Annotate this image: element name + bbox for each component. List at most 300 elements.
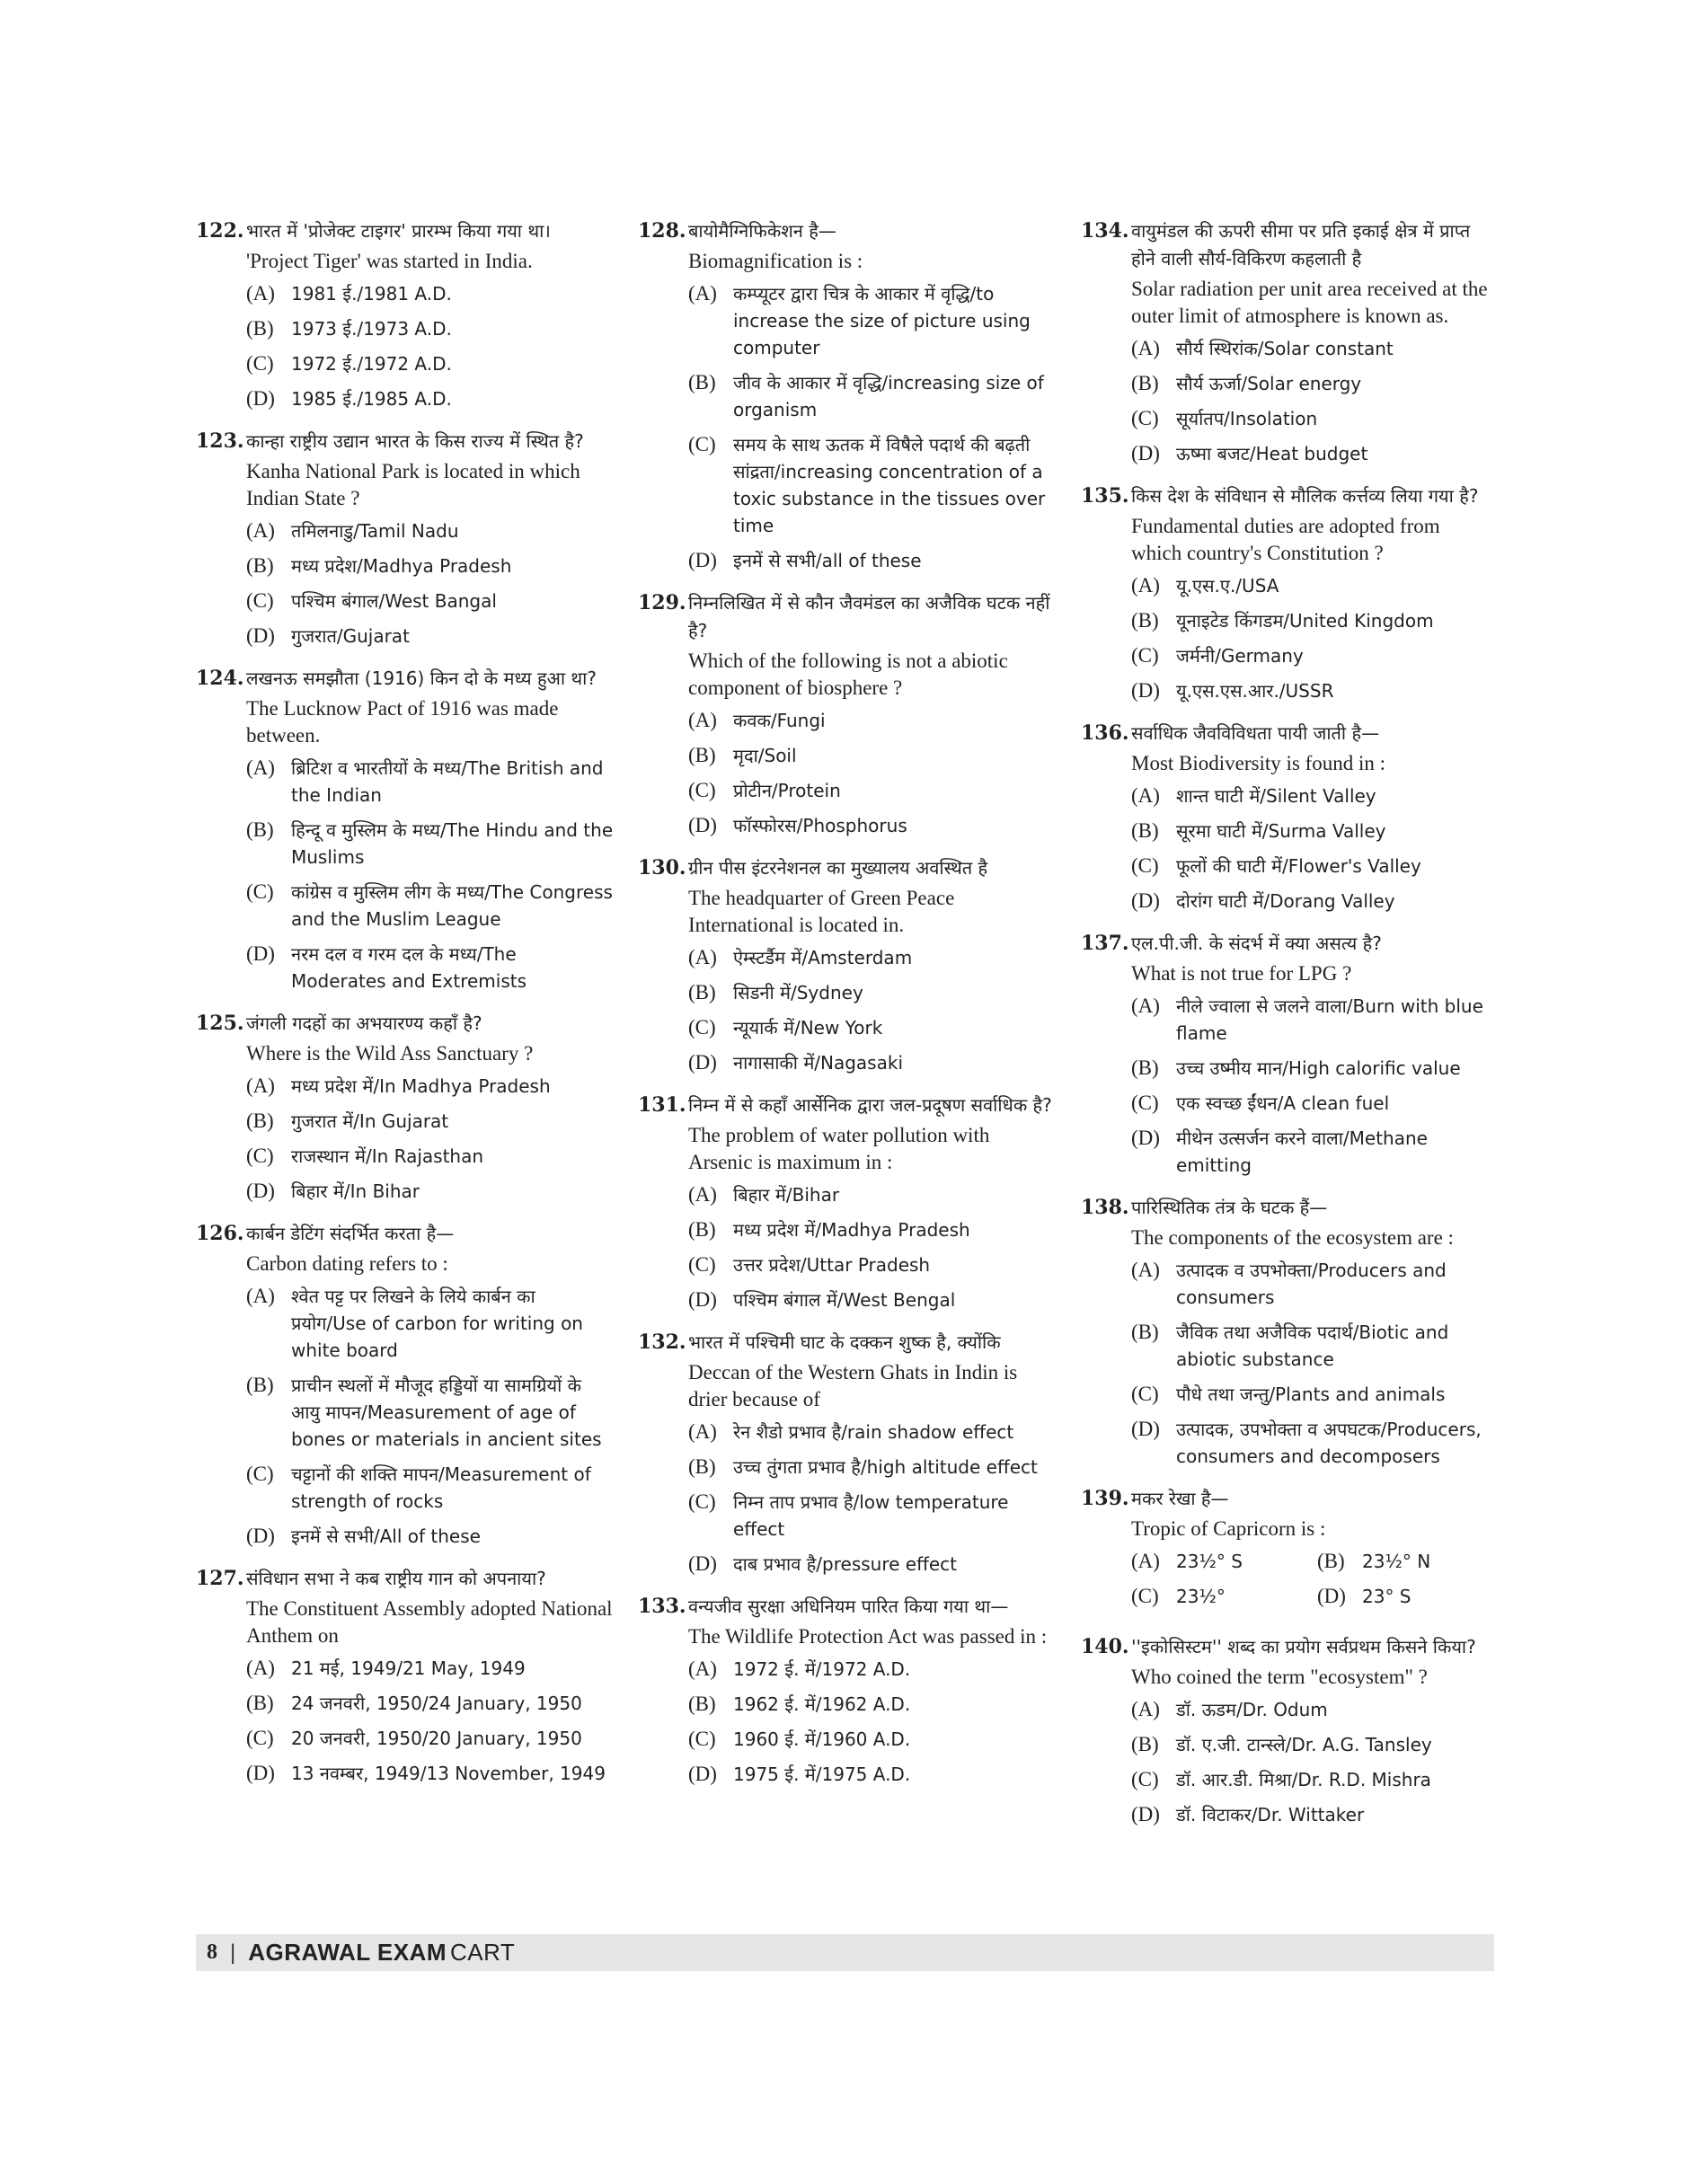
question-text-hindi: मकर रेखा है— [1131,1488,1229,1509]
question-text-english: The headquarter of Green Peace International is located in. [688,887,955,936]
option-item [246,1655,614,1682]
option-label: (A) [688,1658,717,1680]
option-text: जैविक तथा अजैविक पदार्थ/Biotic and abiotic substance [1176,1322,1449,1370]
question-text-hindi: बायोमैग्निफिकेशन है— [688,220,836,242]
option-label: (C) [1131,1092,1159,1114]
question-header [196,665,614,749]
option-item [688,1489,1056,1543]
option-text: 24 जनवरी, 1950/24 January, 1950 [291,1693,582,1714]
option-label: (C) [1131,644,1159,667]
question-header [638,217,1056,275]
option-text: डॉ. आर.डी. मिश्रा/Dr. R.D. Mishra [1176,1769,1431,1790]
question-number: 128. [638,219,686,243]
option-label: (B) [246,1374,274,1396]
question-number: 130. [638,856,686,880]
question-header [196,1010,614,1067]
question-text-english: Kanha National Park is located in which Indian State ? [246,460,580,509]
question-text [246,1565,614,1649]
option-item [1131,1548,1308,1575]
option-item [688,1049,1056,1076]
question-text-hindi: संविधान सभा ने कब राष्ट्रीय गान को अपनाया? [246,1568,546,1589]
question-block [638,589,1056,839]
question-text [688,854,1056,939]
question-text [246,217,614,275]
question-block [196,665,614,995]
option-text: पौधे तथा जन्तु/Plants and animals [1176,1383,1446,1405]
option-text: यूनाइटेड किंगडम/United Kingdom [1176,610,1434,632]
option-label: (B) [1131,609,1159,632]
option-text: 13 नवम्बर, 1949/13 November, 1949 [291,1763,606,1784]
column-3 [1081,217,1494,1843]
question-header [638,1092,1056,1176]
option-item [1131,370,1494,397]
option-item [688,431,1056,539]
option-item [1131,1416,1494,1470]
question-number: 132. [638,1330,686,1354]
option-label: (B) [1131,372,1159,394]
option-text: 1973 ई./1973 A.D. [291,318,452,340]
options-list [246,1073,614,1205]
option-item [688,944,1056,971]
question-header [638,854,1056,939]
options-list [1131,1257,1494,1470]
option-label: (A) [1131,1259,1160,1281]
question-number: 127. [196,1567,244,1590]
option-text: 1981 ई./1981 A.D. [291,283,452,305]
option-item [688,979,1056,1006]
option-text: मीथेन उत्सर्जन करने वाला/Methane emitting [1176,1127,1428,1176]
option-label: (A) [1131,1698,1160,1720]
page-footer [196,1934,1494,1971]
option-item [246,1461,614,1515]
question-number: 125. [196,1012,244,1035]
option-label: (C) [1131,407,1159,429]
option-label: (D) [688,1051,717,1074]
question-block [196,217,614,412]
question-number: 134. [1081,219,1129,243]
option-label: (D) [688,1288,717,1311]
option-item [1131,1731,1494,1758]
brand-logo-text: AGRAWAL EXAM [248,1939,447,1966]
option-text: नीले ज्वाला से जलने वाला/Burn with blue flame [1176,995,1483,1044]
option-label: (B) [246,1692,274,1714]
option-label: (D) [1131,889,1160,912]
option-text: 23½° N [1362,1551,1431,1572]
option-text: कांग्रेस व मुस्लिम लीग के मध्य/The Congress and the Muslim League [291,881,613,930]
question-number: 131. [638,1093,686,1117]
brand-logo-text-light: CART [450,1939,516,1966]
option-label: (C) [688,779,716,801]
options-list [688,280,1056,574]
option-text: मृदा/Soil [733,745,797,766]
option-item [1131,1801,1494,1828]
column-2 [638,217,1056,1803]
question-header [638,1329,1056,1413]
option-label: (D) [688,1763,717,1785]
option-text: ऐम्स्टर्डैम में/Amsterdam [733,947,913,968]
question-text-english: What is not true for LPG ? [1131,962,1352,985]
option-label: (B) [246,554,274,577]
question-text-english: The components of the ecosystem are : [1131,1226,1454,1249]
question-text-hindi: वायुमंडल की ऊपरी सीमा पर प्रति इकाई क्षेत्र में प्राप्त होने वाली सौर्य-विकिरण कहलाती है [1131,220,1471,270]
question-header [1081,217,1494,330]
options-list [1131,1548,1494,1618]
option-label: (D) [246,1180,275,1202]
option-item [246,1372,614,1453]
option-label: (B) [688,1693,716,1715]
question-text [1131,1485,1494,1543]
option-item [246,879,614,933]
options-list [688,1181,1056,1313]
question-header [196,217,614,275]
option-item [1131,818,1494,844]
option-label: (C) [1131,854,1159,877]
option-text: श्वेत पट्ट पर लिखने के लिये कार्बन का प्रयोग/Use of carbon for writing on white board [291,1286,583,1361]
option-label: (A) [246,1285,275,1307]
option-text: उत्पादक व उपभोक्ता/Producers and consumers [1176,1260,1447,1308]
option-text: मध्य प्रदेश/Madhya Pradesh [291,555,512,577]
option-label: (C) [688,1016,716,1039]
option-item [688,1251,1056,1278]
option-label: (C) [246,589,274,612]
option-text: कवक/Fungi [733,710,826,731]
option-item [1317,1548,1494,1575]
question-number: 135. [1081,484,1129,508]
option-label: (D) [246,387,275,410]
option-text: जर्मनी/Germany [1176,645,1304,667]
option-item [688,742,1056,769]
option-text: पश्चिम बंगाल/West Bangal [291,590,497,612]
option-text: सूर्यातप/Insolation [1176,408,1318,429]
option-text: ब्रिटिश व भारतीयों के मध्य/The British and the Indian [291,757,604,806]
option-item [1131,1055,1494,1082]
option-label: (D) [246,624,275,647]
option-text: बिहार में/In Bihar [291,1180,420,1202]
options-list [1131,335,1494,467]
question-block [638,854,1056,1076]
option-text: प्रोटीन/Protein [733,780,841,801]
question-text-hindi: पारिस्थितिक तंत्र के घटक हैं— [1131,1197,1328,1218]
question-text [1131,720,1494,777]
option-text: डॉ. ए.जी. टान्स्ले/Dr. A.G. Tansley [1176,1734,1432,1755]
question-number: 137. [1081,932,1129,955]
option-text: न्यूयार्क में/New York [733,1017,883,1039]
option-text: उच्च तुंगता प्रभाव है/high altitude effect [733,1456,1038,1478]
question-text [1131,482,1494,567]
option-text: डॉ. ऊडम/Dr. Odum [1176,1699,1328,1720]
option-item [1131,782,1494,809]
option-label: (D) [1131,1418,1160,1440]
option-label: (B) [1131,1321,1159,1343]
option-label: (D) [688,814,717,836]
option-label: (D) [1131,679,1160,702]
question-text-hindi: सर्वाधिक जैवविविधता पायी जाती है— [1131,722,1380,744]
option-label: (A) [246,1074,275,1097]
option-label: (D) [1317,1585,1346,1607]
question-text-english: Who coined the term "ecosystem" ? [1131,1666,1428,1688]
question-block [638,1329,1056,1578]
option-item [688,1656,1056,1683]
question-text [246,428,614,512]
question-block [1081,930,1494,1179]
option-item [688,1216,1056,1243]
question-text-english: The Wildlife Protection Act was passed in : [688,1625,1048,1648]
option-item [1131,335,1494,362]
question-text [1131,217,1494,330]
option-item [688,1014,1056,1041]
option-label: (B) [688,371,716,393]
option-text: दोरांग घाटी में/Dorang Valley [1176,890,1395,912]
options-list [688,1656,1056,1788]
option-label: (C) [688,1728,716,1750]
question-text-hindi: ''इकोसिस्टम'' शब्द का प्रयोग सर्वप्रथम किसने किया? [1131,1636,1476,1658]
option-item [1131,405,1494,432]
option-label: (B) [1131,1056,1159,1079]
option-item [688,812,1056,839]
option-label: (D) [688,549,717,571]
option-text: यू.एस.ए./USA [1176,575,1279,597]
options-list [688,944,1056,1076]
option-item [246,817,614,871]
option-item [246,623,614,650]
question-number: 123. [196,429,244,453]
question-block [1081,1633,1494,1828]
question-header [638,1593,1056,1650]
option-item [1131,440,1494,467]
question-text-hindi: निम्न में से कहाँ आर्सेनिक द्वारा जल-प्रदूषण सर्वाधिक है? [688,1094,1052,1116]
question-number: 129. [638,591,686,614]
option-item [246,385,614,412]
option-label: (C) [1131,1383,1159,1405]
question-text-english: Biomagnification is : [688,250,863,272]
option-item [688,777,1056,804]
question-text-english: Which of the following is not a abiotic component of biosphere ? [688,650,1008,699]
option-item [688,1419,1056,1445]
question-block [196,1010,614,1205]
question-text [688,1092,1056,1176]
question-block [196,428,614,650]
option-text: उत्पादक, उपभोक्ता व अपघटक/Producers, consumers and decomposers [1176,1419,1482,1467]
question-header [1081,930,1494,987]
option-label: (B) [688,1455,716,1478]
options-list [1131,1696,1494,1828]
option-item [688,1691,1056,1718]
option-text: यू.एस.एस.आर./USSR [1176,680,1334,702]
option-item [688,1551,1056,1578]
option-text: 1972 ई. में/1972 A.D. [733,1658,911,1680]
question-number: 126. [196,1222,244,1245]
question-block [1081,720,1494,915]
question-text-english: Tropic of Capricorn is : [1131,1517,1326,1540]
option-text: चट्टानों की शक्ति मापन/Measurement of strength of rocks [291,1463,591,1512]
option-item [246,1760,614,1787]
option-label: (D) [246,1525,275,1547]
option-text: सौर्य स्थिरांक/Solar constant [1176,338,1394,359]
option-text: शान्त घाटी में/Silent Valley [1176,785,1376,807]
option-text: हिन्दू व मुस्लिम के मध्य/The Hindu and the Muslims [291,819,614,868]
option-label: (C) [246,352,274,375]
options-list [246,1283,614,1550]
option-text: इनमें से सभी/all of these [733,550,922,571]
option-item [1131,1257,1494,1311]
option-item [1131,1696,1494,1723]
options-list [1131,782,1494,915]
question-block [1081,1194,1494,1470]
option-text: 23° S [1362,1586,1412,1607]
option-label: (D) [688,1552,717,1575]
option-item [1131,677,1494,704]
option-text: निम्न ताप प्रभाव है/low temperature effect [733,1491,1009,1540]
question-text [1131,1194,1494,1251]
option-label: (C) [246,1727,274,1749]
option-label: (B) [246,317,274,340]
option-label: (C) [246,1145,274,1167]
option-label: (A) [246,282,275,305]
option-label: (C) [246,1463,274,1485]
option-text: नरम दल व गरम दल के मध्य/The Moderates and Extremists [291,943,527,992]
question-text [1131,1633,1494,1691]
option-label: (B) [688,1218,716,1241]
question-text [246,1010,614,1067]
option-item [246,1108,614,1135]
option-item [1131,993,1494,1047]
question-block [638,1593,1056,1788]
question-text-hindi: निम्नलिखित में से कौन जैवमंडल का अजैविक घटक नहीं है? [688,592,1050,641]
option-text: उत्तर प्रदेश/Uttar Pradesh [733,1254,931,1276]
question-number: 139. [1081,1487,1129,1510]
option-label: (B) [688,744,716,766]
question-text-hindi: भारत में पश्चिमी घाट के दक्कन शुष्क है, क्योंकि [688,1331,1001,1353]
option-label: (A) [1131,1550,1160,1572]
option-text: मध्य प्रदेश में/In Madhya Pradesh [291,1075,551,1097]
option-label: (A) [246,756,275,779]
question-text-hindi: लखनऊ समझौता (1916) किन दो के मध्य हुआ था? [246,667,597,689]
question-header [196,1220,614,1277]
option-item [1131,888,1494,915]
question-text-hindi: कार्बन डेटिंग संदर्भित करता है— [246,1223,455,1244]
question-text [688,217,1056,275]
option-text: एक स्वच्छ ईंधन/A clean fuel [1176,1092,1390,1114]
option-label: (D) [1131,1803,1160,1825]
question-text-english: Most Biodiversity is found in : [1131,752,1386,774]
option-text: रेन शैडो प्रभाव है/rain shadow effect [733,1421,1014,1443]
option-item [246,755,614,809]
options-list [246,1655,614,1787]
option-label: (A) [1131,574,1160,597]
option-text: कम्प्यूटर द्वारा चित्र के आकार में वृद्धि/to increase the size of picture using computer [733,283,1031,358]
option-label: (D) [1131,442,1160,464]
option-item [246,280,614,307]
question-text-hindi: भारत में 'प्रोजेक्ट टाइगर' प्रारम्भ किया गया था। [246,220,551,242]
question-text-hindi: एल.पी.जी. के संदर्भ में क्या असत्य है? [1131,933,1382,954]
option-text: राजस्थान में/In Rajasthan [291,1145,484,1167]
question-block [638,1092,1056,1313]
option-item [246,1725,614,1752]
option-label: (A) [688,946,717,968]
option-item [1131,1125,1494,1179]
option-text: बिहार में/Bihar [733,1184,840,1206]
option-text: पश्चिम बंगाल में/West Bengal [733,1289,956,1311]
option-text: 21 मई, 1949/21 May, 1949 [291,1658,526,1679]
question-header [1081,1194,1494,1251]
question-block [1081,482,1494,704]
option-label: (B) [688,981,716,1003]
question-header [1081,720,1494,777]
question-text-english: The problem of water pollution with Arsenic is maximum in : [688,1124,990,1173]
option-item [246,315,614,342]
option-item [246,1143,614,1170]
option-label: (A) [1131,337,1160,359]
question-text [246,665,614,749]
option-item [688,1761,1056,1788]
question-number: 138. [1081,1196,1129,1219]
option-item [688,547,1056,574]
option-text: जीव के आकार में वृद्धि/increasing size of organism [733,372,1044,420]
option-text: सूरमा घाटी में/Surma Valley [1176,820,1386,842]
question-block [1081,1485,1494,1618]
option-item [1131,853,1494,880]
option-label: (A) [688,709,717,731]
question-block [196,1565,614,1787]
option-text: ऊष्मा बजट/Heat budget [1176,443,1368,464]
option-label: (A) [1131,995,1160,1017]
option-item [1131,607,1494,634]
options-list [1131,572,1494,704]
option-item [246,588,614,614]
option-text: मध्य प्रदेश में/Madhya Pradesh [733,1219,970,1241]
options-list [246,517,614,650]
option-text: 20 जनवरी, 1950/20 January, 1950 [291,1728,582,1749]
question-text-english: Fundamental duties are adopted from which country's Constitution ? [1131,515,1440,564]
option-item [1131,1319,1494,1373]
option-label: (B) [1131,819,1159,842]
question-text-hindi: ग्रीन पीस इंटरनेशनल का मुख्यालय अवस्थित है [688,857,988,879]
option-item [688,1454,1056,1481]
option-label: (A) [1131,784,1160,807]
question-header [1081,1633,1494,1691]
option-text: 1962 ई. में/1962 A.D. [733,1693,911,1715]
option-item [246,1523,614,1550]
option-text: गुजरात/Gujarat [291,625,410,647]
column-1 [196,217,614,1802]
option-label: (D) [246,1762,275,1784]
question-block [196,1220,614,1550]
option-text: फूलों की घाटी में/Flower's Valley [1176,855,1421,877]
question-text-hindi: कान्हा राष्ट्रीय उद्यान भारत के किस राज्य में स्थित है? [246,430,584,452]
option-item [1131,642,1494,669]
option-label: (A) [688,1420,717,1443]
option-item [1131,1583,1308,1610]
option-item [1131,1381,1494,1408]
option-text: इनमें से सभी/All of these [291,1525,481,1547]
option-item [1131,572,1494,599]
option-text: 23½° S [1176,1551,1243,1572]
option-label: (B) [1317,1550,1345,1572]
option-text: सौर्य ऊर्जा/Solar energy [1176,373,1362,394]
option-text: 1960 ई. में/1960 A.D. [733,1728,911,1750]
option-item [688,707,1056,734]
option-item [688,1181,1056,1208]
option-item [246,517,614,544]
question-number: 122. [196,219,244,243]
option-label: (D) [1131,1127,1160,1149]
option-item [688,1726,1056,1753]
option-item [246,941,614,995]
option-item [1131,1090,1494,1117]
question-text [688,589,1056,702]
footer-separator: | [230,1940,236,1965]
question-header [1081,482,1494,567]
